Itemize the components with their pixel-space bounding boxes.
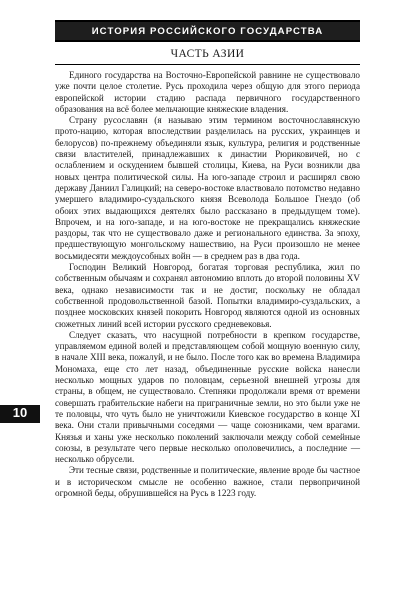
chapter-title: ЧАСТЬ АЗИИ bbox=[170, 48, 245, 60]
paragraph-4: Следует сказать, что насущной потребности в крепком государстве, управляемом единой волей и представляющем собой мощную военную силу, в начале XIII века, пожалуй, и не было. После того как во времена Владимира Мономаха, еще сто лет назад, объединенные русские войска нанесли несколько мощных ударов по половцам, серьезной внешней угрозы для страны, в общем, не существовало. Степняки продолжали время от времени совершать грабительские набеги на приграничные земли, но это были уже не те половцы, что чуть было не уничтожили Киевское государство в конце XI века. Они стали привычными соседями — чаще союзниками, чем врагами. Князья и ханы уже несколько поколений заключали между собой семейные союзы, в результате чего первые несколько ополовечились, а последние — несколько обрусели. bbox=[55, 329, 360, 465]
page-number: 10 bbox=[12, 405, 28, 420]
paragraph-1: Единого государства на Восточно-Европейской равнине не существовало уже почти целое столетие. Русь проходила через общую для этого периода европейской истории стадию распада первичного государственного образования на всё более мельчающие княжеские владения. bbox=[55, 70, 360, 114]
header-divider bbox=[55, 64, 360, 65]
body-text bbox=[55, 70, 360, 499]
paragraph-2: Страну русославян (я называю этим термином восточнославянскую прото-нацию, которая впоследствии разделилась на русских, украинцев и белорусов) по-прежнему объединяли язык, культура, религия и родственные связи властителей, принадлежавших к династии Рюриковичей, но с ослаблением и оскудением бывшей столицы, Киева, на Руси возникли два новых центра политической силы. На юго-западе строил и расширял свою державу Даниил Галицкий; на северо-востоке властвовало потомство недавно умершего владимиро-суздальского князя Всеволода Большое Гнездо (об обоих этих выдающихся деятелях было рассказано в предыдущем томе). Впрочем, и на юго-западе, и на юго-востоке не прекращались княжеские раздоры, так что не существовало даже и регионального единства. За эпоху, предшествующую монгольскому нашествию, на Руси произошло не менее восьмидесяти междоусобных войн — в среднем раз в два года. bbox=[55, 115, 360, 261]
paragraph-5: Эти тесные связи, родственные и политические, явление вроде бы частное и в историческом смысле не особенно важное, стали первопричиной огромной беды, обрушившейся на Русь в 1223 году. bbox=[55, 465, 360, 498]
running-header bbox=[55, 20, 360, 42]
paragraph-3: Господин Великий Новгород, богатая торговая республика, жил по собственным обычаям и сохранял автономию вплоть до второй половины XV века, однако независимости так и не достиг, поскольку не обладал собственной продовольственной базой. Попытки владимиро-суздальских, а позднее московских князей покорить Новгород являются одной из основных сюжетных линий всей истории русского средневековья. bbox=[55, 262, 360, 329]
book-title: ИСТОРИЯ РОССИЙСКОГО ГОСУДАРСТВА bbox=[91, 25, 324, 37]
